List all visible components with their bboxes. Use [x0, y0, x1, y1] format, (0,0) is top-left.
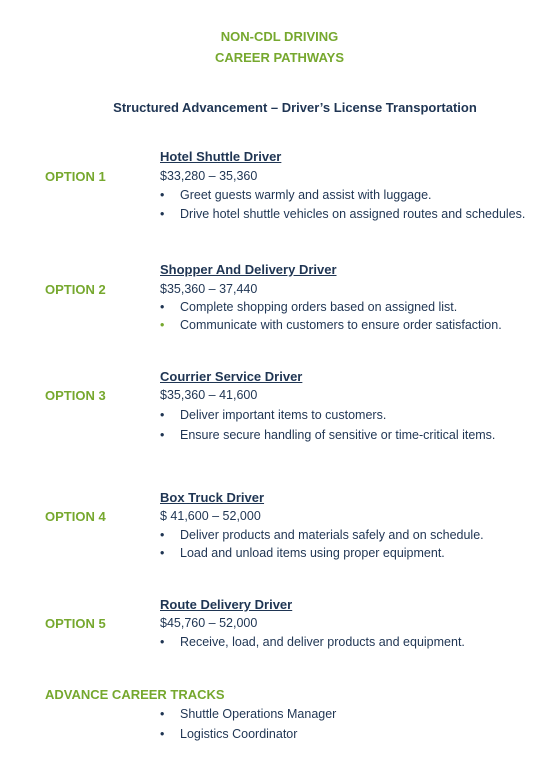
option-label: OPTION 1	[45, 169, 106, 184]
role-title: Shopper And Delivery Driver	[160, 262, 337, 277]
list-item: • Communicate with customers to ensure order satisfaction.	[160, 318, 502, 332]
salary-range: $35,360 – 41,600	[160, 388, 258, 402]
bullet-icon: •	[160, 635, 165, 649]
list-item: • Shuttle Operations Manager	[160, 707, 337, 721]
role-title: Hotel Shuttle Driver	[160, 149, 282, 164]
bullet-icon: •	[160, 546, 165, 560]
role-title: Box Truck Driver	[160, 490, 265, 505]
bullet-icon: •	[160, 188, 165, 202]
salary-range: $35,360 – 37,440	[160, 282, 258, 296]
advance-tracks-title: ADVANCE CAREER TRACKS	[45, 687, 225, 702]
list-item: • Load and unload items using proper equipment.	[160, 546, 445, 560]
option-label: OPTION 5	[45, 616, 106, 631]
option-label: OPTION 4	[45, 509, 106, 524]
header-line-1: NON-CDL DRIVING	[220, 29, 339, 44]
bullet-icon: •	[160, 727, 165, 741]
list-item: • Greet guests warmly and assist with luggage.	[160, 188, 432, 202]
list-item: • Deliver important items to customers.	[160, 408, 387, 422]
list-item: • Receive, load, and deliver products and equipment.	[160, 635, 465, 649]
role-title: Route Delivery Driver	[160, 597, 293, 612]
bullet-icon: •	[160, 428, 165, 442]
list-item: • Complete shopping orders based on assigned list.	[160, 300, 458, 314]
bullet-icon: •	[160, 707, 165, 721]
salary-range: $ 41,600 – 52,000	[160, 509, 261, 523]
bullet-icon: •	[160, 528, 165, 542]
bullet-icon: •	[160, 207, 165, 221]
role-title: Courrier Service Driver	[160, 369, 303, 384]
bullet-icon: •	[160, 300, 165, 314]
option-label: OPTION 3	[45, 388, 106, 403]
list-item: • Ensure secure handling of sensitive or time-critical items.	[160, 428, 496, 442]
bullet-icon: •	[160, 318, 165, 332]
list-item: • Logistics Coordinator	[160, 727, 298, 741]
list-item: • Drive hotel shuttle vehicles on assigned routes and schedules.	[160, 207, 526, 221]
salary-range: $45,760 – 52,000	[160, 616, 258, 630]
header-line-2: CAREER PATHWAYS	[214, 50, 345, 65]
subtitle: Structured Advancement – Driver’s License Transportation	[113, 100, 477, 115]
option-label: OPTION 2	[45, 282, 106, 297]
list-item: • Deliver products and materials safely and on schedule.	[160, 528, 484, 542]
bullet-icon: •	[160, 408, 165, 422]
salary-range: $33,280 – 35,360	[160, 169, 258, 183]
